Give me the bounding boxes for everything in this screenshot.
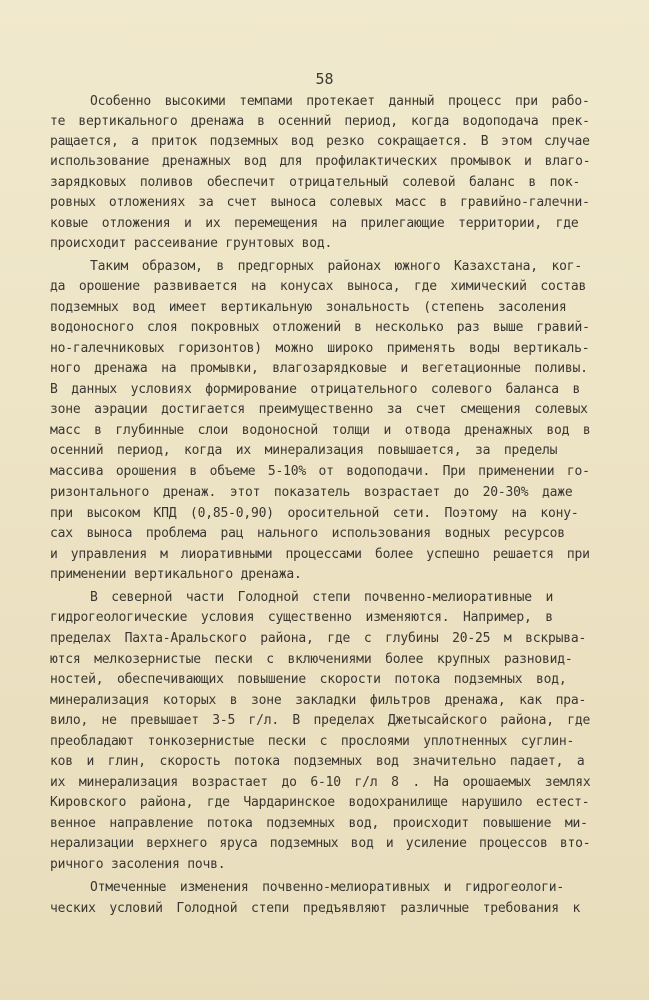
text-line: Кировского района, где Чардаринское водохранилище нарушило естест- [50,795,590,810]
text-line: водоносного слоя покровных отложений в несколько раз выше гравий- [50,320,590,335]
text-line: преобладают тонкозернистые пески с прослоями уплотненных суглин- [50,734,575,749]
text-line: ровных отложениях за счет выноса солевых масс в гравийно-галечни- [50,195,590,210]
text-line: ков и глин, скорость потока подземных вод значительно падает, а [50,754,585,769]
text-line: их минерализация возрастает до 6-10 г/л 8 . На орошаемых землях [50,775,591,790]
text-line: пределах Пахта-Аральского района, где с глубины 20-25 м вскрыва- [50,631,587,646]
text-line: ращается, а приток подземных вод резко сокращается. В этом случае [50,134,590,149]
text-line: В данных условиях формирование отрицательного солевого баланса в [50,382,581,397]
text-line: минерализация которых в зоне закладки фильтров дренажа, как пра- [50,693,587,708]
text-line: гидрогеологические условия существенно изменяются. Например, в [50,610,553,625]
text-line: происходит рассеивание грунтовых вод. [50,236,333,251]
text-line: но-галечниковых горизонтов) можно широко применять воды вертикаль- [50,341,590,356]
text-line: ризонтального дренаж. этот показатель возрастает до 20-30% даже [50,485,573,500]
text-line: те вертикального дренажа в осенний период, когда водоподача прек- [50,114,590,129]
text-line: нерализации верхнего яруса подземных вод и усиление процессов вто- [50,836,591,851]
text-line: Отмеченные изменения почвенно-мелиоративных и гидрогеологи- [90,880,564,895]
text-line: масс в глубинные слои водоносной толщи и отвода дренажных вод в [50,423,591,438]
text-line: Особенно высокими темпами протекает данный процесс при рабо- [90,94,590,109]
text-line: зарядковых поливов обеспечит отрицательный солевой баланс в пок- [50,175,581,190]
text-line: массива орошения в объеме 5-10% от водоподачи. При применении го- [50,464,590,479]
text-line: вило, не превышает 3-5 г/л. В пределах Джетысайского района, где [50,713,591,728]
text-line: ковые отложения и их перемещения на прилегающие территории, где [50,216,579,231]
text-line: и управления м лиоративными процессами более успешно решается при [50,547,590,562]
text-line: ричного засоления почв. [50,857,226,872]
text-line: венное направление потока подземных вод, происходит повышение ми- [50,816,588,831]
text-line: ного дренажа на промывки, влагозарядковые и вегетационные поливы. [50,361,588,376]
text-line: сах выноса проблема рац нального использования водных ресурсов [50,526,565,541]
text-line: применении вертикального дренажа. [50,567,302,582]
text-line: ческих условий Голодной степи предъявляют различные требования к [50,901,581,916]
text-line: ностей, обеспечивающих повышение скорости потока подземных вод, [50,672,567,687]
text-line: Таким образом, в предгорных районах южного Казахстана, ког- [90,259,582,274]
text-line: использование дренажных вод для профилактических промывок и влаго- [50,154,591,169]
page-number: 58 [315,70,334,88]
text-line: при высоком КПД (0,85-0,90) оросительной сети. Поэтому на кону- [50,506,579,521]
text-line: В северной части Голодной степи почвенно-мелиоративные и [90,590,554,605]
text-line: да орошение развивается на конусах выноса, где химический состав [50,279,587,294]
text-line: подземных вод имеет вертикальную зональность (степень засоления [50,300,567,315]
text-line: осенний период, когда их минерализация повышается, за пределы [50,443,558,458]
text-line: ются мелкозернистые пески с включениями более крупных разновид- [50,652,573,667]
text-line: зоне аэрации достигается преимущественно за счет смещения солевых [50,402,588,417]
